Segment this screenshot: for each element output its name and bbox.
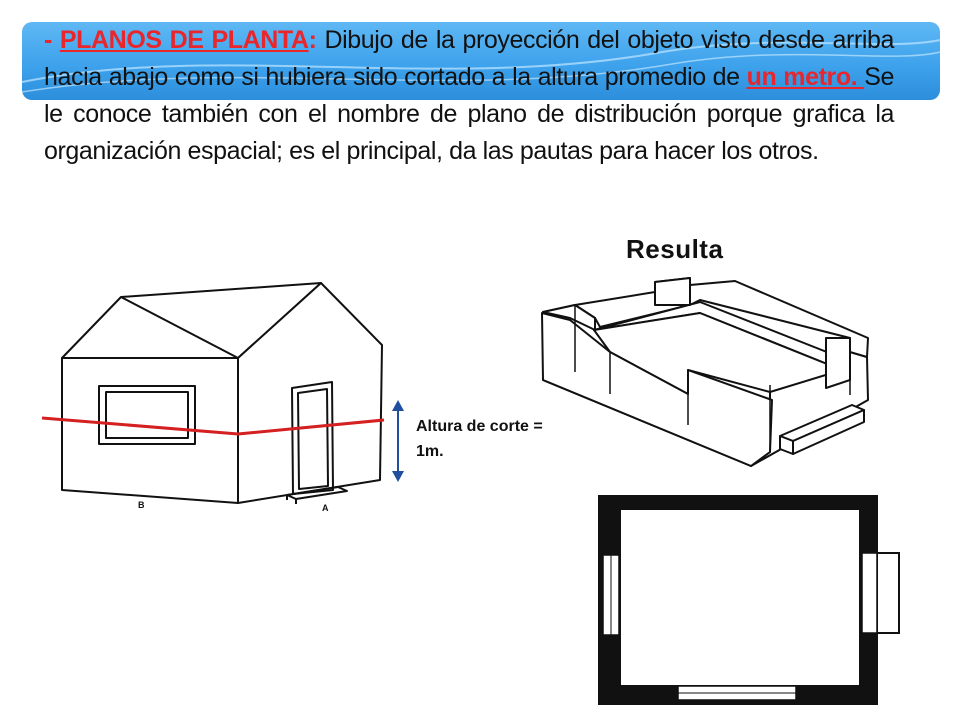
window-left bbox=[603, 555, 619, 635]
paragraph-text-2: Se le conoce también con el nombre de plano de distribución porque grafica la organización espacial; es el principal, da las pautas para hacer los otros. bbox=[44, 63, 894, 165]
highlight-un-metro: un metro. bbox=[746, 63, 865, 91]
resulta-heading: Resulta bbox=[626, 234, 724, 264]
paragraph-text-1: Dibujo de la proyección del objeto visto desde arriba hacia abajo como si hubiera sido cortado a la altura promedio de bbox=[44, 26, 894, 91]
paragraph-dash: - bbox=[44, 26, 60, 54]
cut-height-line-2: 1m. bbox=[416, 443, 444, 460]
term-colon: : bbox=[308, 26, 317, 54]
window-bottom bbox=[678, 686, 796, 700]
floor-plan-room bbox=[621, 510, 859, 685]
label-side-a: A bbox=[322, 503, 329, 513]
cut-height-line-1: Altura de corte = bbox=[416, 418, 543, 435]
label-side-b: B bbox=[138, 500, 145, 510]
door-right bbox=[862, 553, 899, 633]
term-planos-de-planta: PLANOS DE PLANTA bbox=[59, 26, 309, 54]
